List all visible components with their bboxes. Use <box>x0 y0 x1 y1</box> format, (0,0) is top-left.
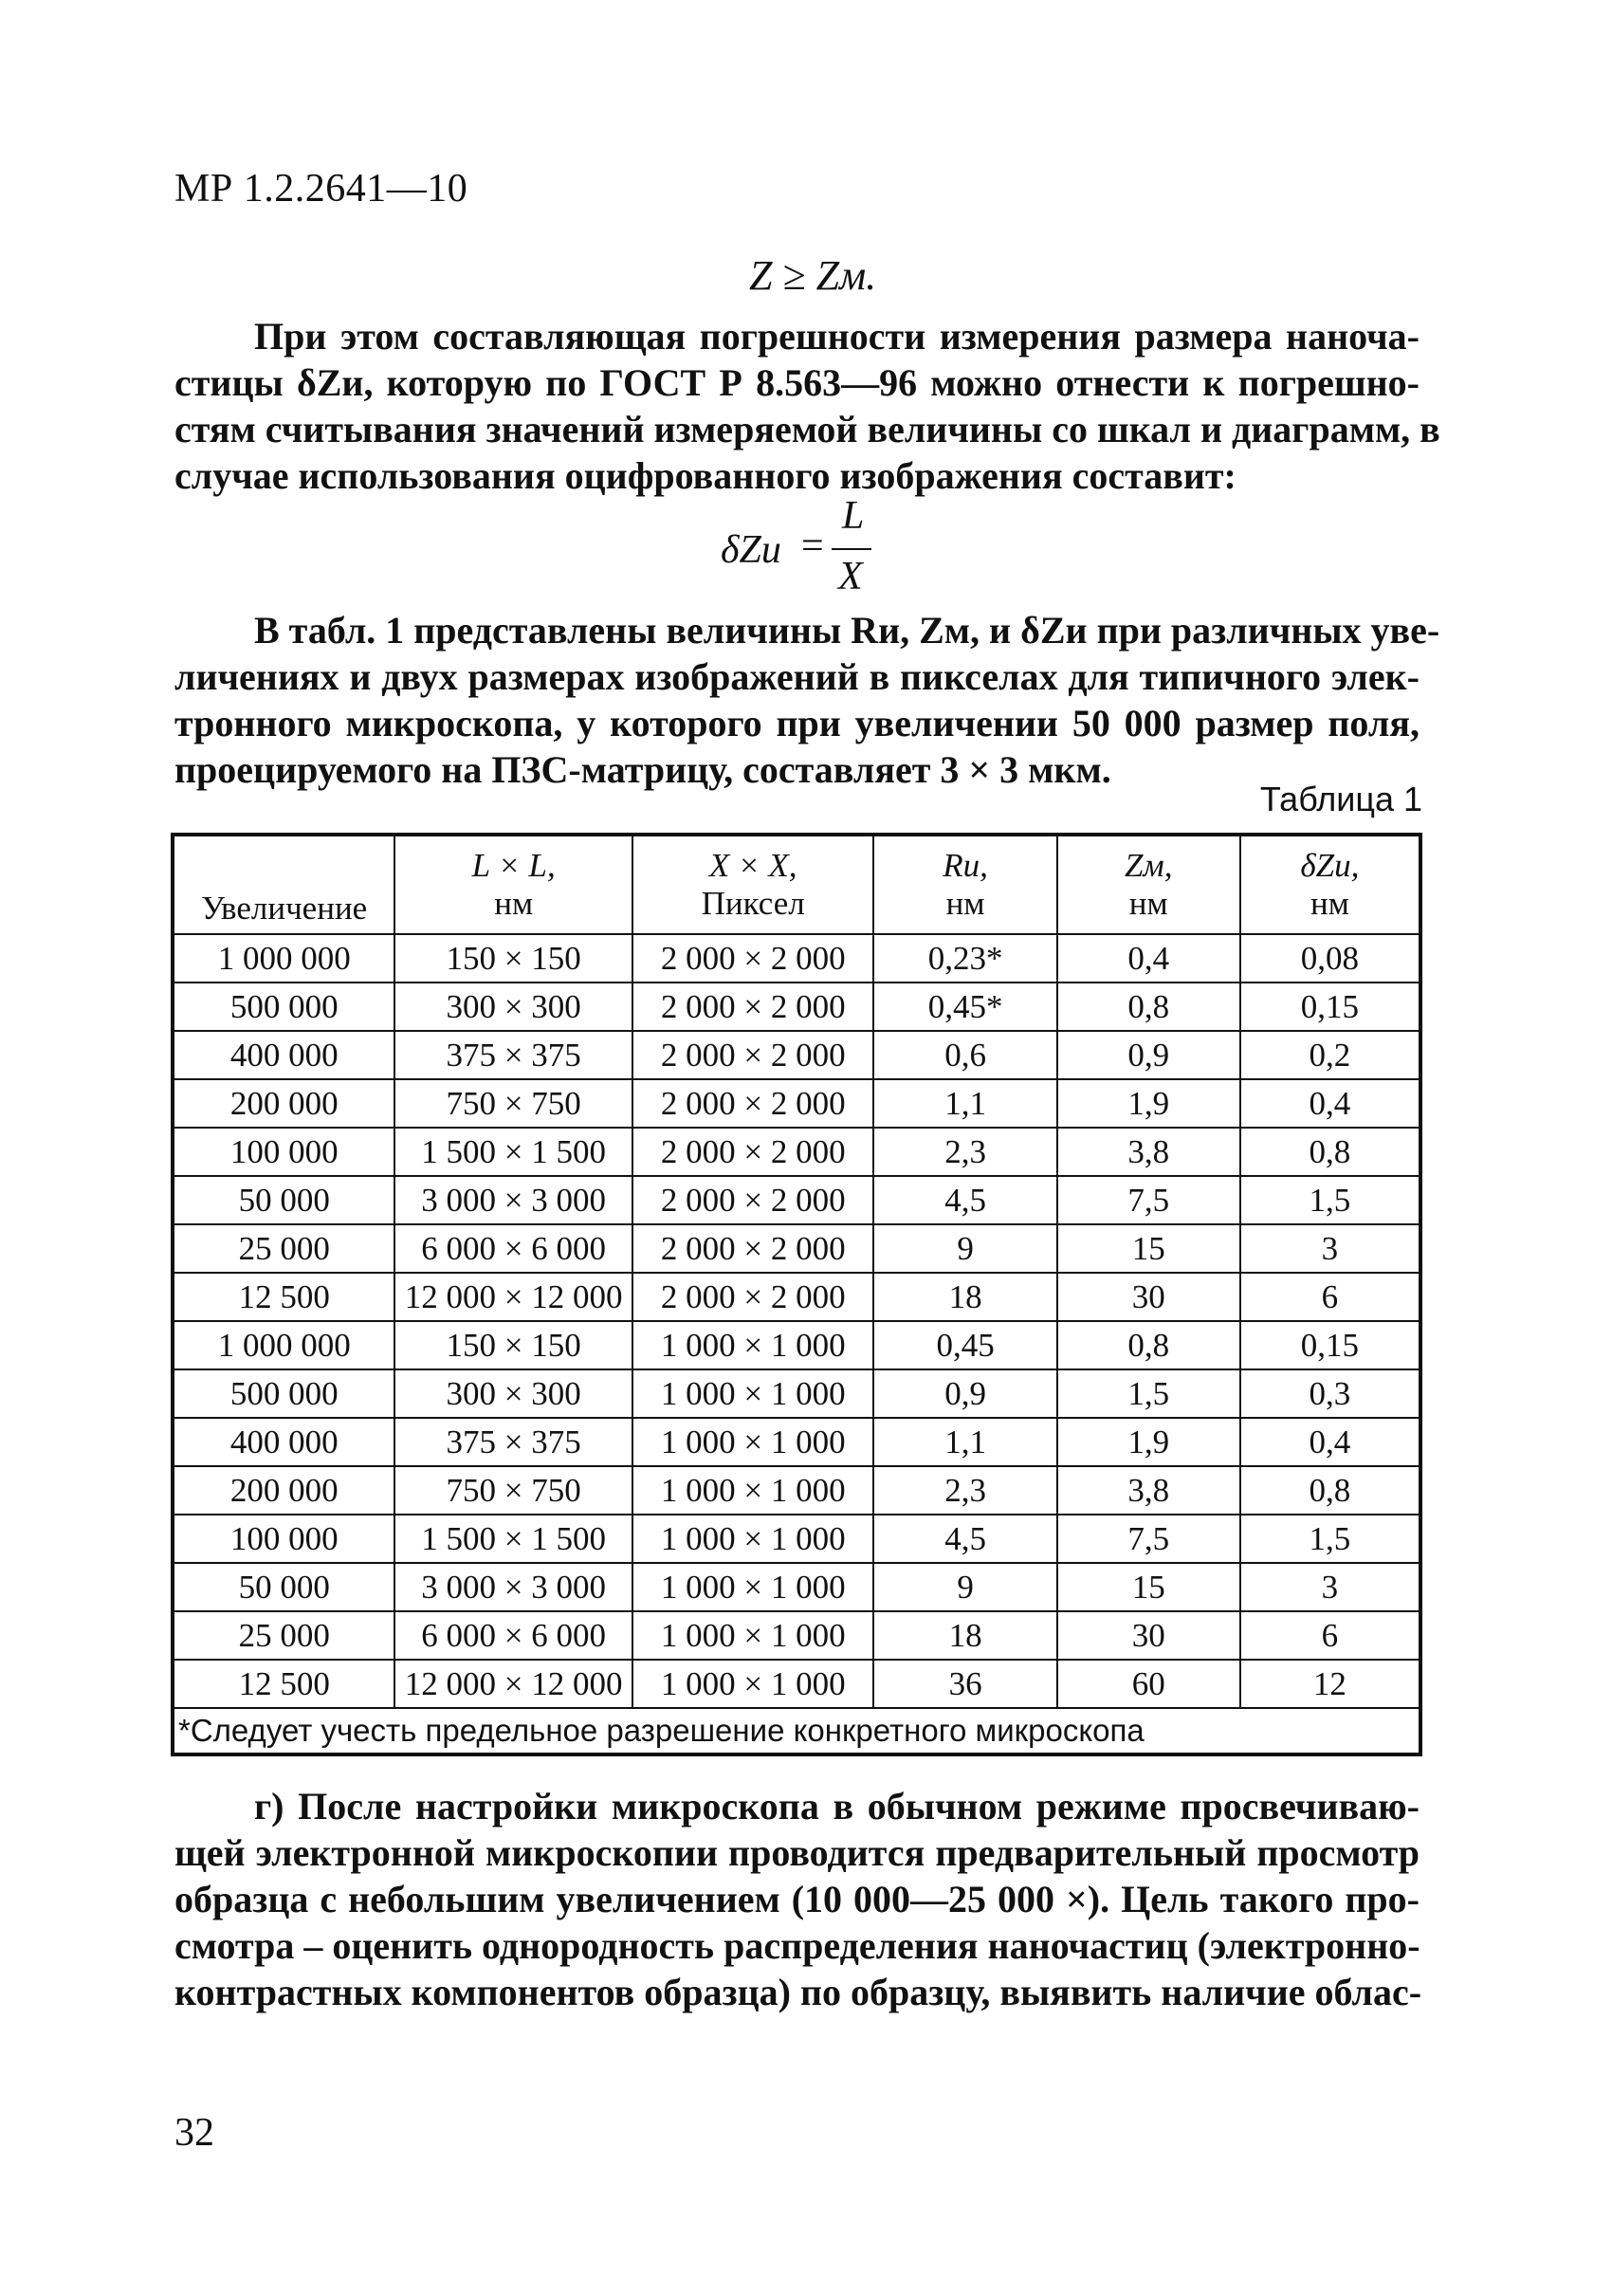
table-cell: 6 000 × 6 000 <box>394 1224 632 1273</box>
table-cell: 25 000 <box>173 1224 394 1273</box>
formula-denominator: X <box>838 555 863 598</box>
table-cell: 0,8 <box>1057 1321 1240 1369</box>
table-row <box>173 1321 1420 1369</box>
header-pixels: X × X, Пиксел <box>632 835 874 934</box>
paragraph-3 <box>174 1783 1420 2015</box>
formula-fraction <box>721 493 891 607</box>
table-cell: 0,6 <box>873 1031 1056 1079</box>
table-cell: 25 000 <box>173 1611 394 1660</box>
table-row <box>173 1224 1420 1273</box>
paragraph-line: г) После настройки микроскопа в обычном режиме просвечиваю- <box>254 1785 1420 1828</box>
table-cell: 1 000 × 1 000 <box>632 1515 874 1563</box>
table-cell: 1 000 000 <box>173 934 394 983</box>
table-cell: 375 × 375 <box>394 1418 632 1466</box>
table-cell: 0,45* <box>873 983 1056 1031</box>
header-field-size: L × L, нм <box>394 835 632 934</box>
table-cell: 9 <box>873 1563 1056 1611</box>
table-cell: 3 <box>1240 1224 1420 1273</box>
table-cell: 1,1 <box>873 1079 1056 1128</box>
table-cell: 750 × 750 <box>394 1079 632 1128</box>
table-cell: 6 000 × 6 000 <box>394 1611 632 1660</box>
table-cell: 15 <box>1057 1563 1240 1611</box>
table-cell: 750 × 750 <box>394 1466 632 1515</box>
table-cell: 1,5 <box>1240 1176 1420 1224</box>
table-cell: 4,5 <box>873 1176 1056 1224</box>
table-row <box>173 1660 1420 1708</box>
paragraph-line: случае использования оцифрованного изображения составит: <box>174 454 1236 497</box>
table-cell: 0,4 <box>1057 934 1240 983</box>
table-row <box>173 1563 1420 1611</box>
fraction-bar <box>832 548 871 550</box>
table-cell: 1,5 <box>1057 1369 1240 1418</box>
paragraph-line: контрастных компонентов образца) по образцу, выявить наличие облас- <box>174 1971 1422 2013</box>
document-id: МР 1.2.2641—10 <box>174 167 468 211</box>
table-cell: 2,3 <box>873 1466 1056 1515</box>
table-cell: 36 <box>873 1660 1056 1708</box>
table-cell: 60 <box>1057 1660 1240 1708</box>
paragraph-line: В табл. 1 представлены величины Rи, Zм, и δZи при различных уве- <box>254 609 1440 652</box>
table-cell: 0,3 <box>1240 1369 1420 1418</box>
table-footnote-row <box>173 1708 1420 1754</box>
table-cell: 0,8 <box>1057 983 1240 1031</box>
table-cell: 2 000 × 2 000 <box>632 1176 874 1224</box>
table-row <box>173 1128 1420 1176</box>
table-cell: 400 000 <box>173 1418 394 1466</box>
table-cell: 1 500 × 1 500 <box>394 1515 632 1563</box>
table-cell: 1,9 <box>1057 1079 1240 1128</box>
table-cell: 200 000 <box>173 1466 394 1515</box>
paragraph-1 <box>174 313 1440 499</box>
table-cell: 100 000 <box>173 1515 394 1563</box>
table-caption: Таблица 1 <box>1259 780 1422 818</box>
table-cell: 7,5 <box>1057 1176 1240 1224</box>
table-cell: 6 <box>1240 1611 1420 1660</box>
table-footnote: *Следует учесть предельное разрешение конкретного микроскопа <box>173 1708 1420 1754</box>
paragraph-line: личениях и двух размерах изображений в пикселах для типичного элек- <box>174 655 1420 698</box>
table-cell: 1 000 × 1 000 <box>632 1466 874 1515</box>
table-cell: 1,5 <box>1240 1515 1420 1563</box>
formula-lhs: δZи <box>721 528 781 572</box>
table-cell: 3,8 <box>1057 1466 1240 1515</box>
paragraph-line: смотра – оценить однородность распределения наночастиц (электронно- <box>174 1924 1420 1967</box>
table-cell: 3,8 <box>1057 1128 1240 1176</box>
table-row <box>173 1031 1420 1079</box>
table-cell: 1,1 <box>873 1418 1056 1466</box>
table-cell: 3 <box>1240 1563 1420 1611</box>
table-cell: 300 × 300 <box>394 983 632 1031</box>
table-cell: 0,8 <box>1240 1128 1420 1176</box>
paragraph-line: тронного микроскопа, у которого при увеличении 50 000 размер поля, <box>174 702 1420 744</box>
paragraph-line: При этом составляющая погрешности измерения размера наноча- <box>254 315 1420 358</box>
table-cell: 1 500 × 1 500 <box>394 1128 632 1176</box>
table-cell: 3 000 × 3 000 <box>394 1563 632 1611</box>
table-cell: 12 000 × 12 000 <box>394 1660 632 1708</box>
formula-numerator: L <box>842 494 865 538</box>
table-cell: 1 000 × 1 000 <box>632 1611 874 1660</box>
table-cell: 500 000 <box>173 983 394 1031</box>
table-cell: 200 000 <box>173 1079 394 1128</box>
table-cell: 1 000 × 1 000 <box>632 1418 874 1466</box>
table-cell: 12 500 <box>173 1660 394 1708</box>
header-delta-z: δZи, нм <box>1240 835 1420 934</box>
table-cell: 150 × 150 <box>394 1321 632 1369</box>
table-cell: 400 000 <box>173 1031 394 1079</box>
table-cell: 0,4 <box>1240 1079 1420 1128</box>
paragraph-line: проецируемого на ПЗС-матрицу, составляет 3 × 3 мкм. <box>174 748 1111 791</box>
table-cell: 12 500 <box>173 1273 394 1321</box>
table-cell: 9 <box>873 1224 1056 1273</box>
table-row <box>173 1466 1420 1515</box>
table-row <box>173 1079 1420 1128</box>
table-cell: 0,4 <box>1240 1418 1420 1466</box>
table-cell: 2 000 × 2 000 <box>632 934 874 983</box>
table-cell: 0,9 <box>1057 1031 1240 1079</box>
table-cell: 1,9 <box>1057 1418 1240 1466</box>
paragraph-line: щей электронной микроскопии проводится предварительный просмотр <box>174 1831 1420 1874</box>
table-row <box>173 1515 1420 1563</box>
paragraph-2 <box>174 607 1440 793</box>
table-cell: 2 000 × 2 000 <box>632 1128 874 1176</box>
table-cell: 15 <box>1057 1224 1240 1273</box>
formula-inequality: Z ≥ Zм. <box>749 252 877 299</box>
table-cell: 0,2 <box>1240 1031 1420 1079</box>
paragraph-line: стицы δZи, которую по ГОСТ Р 8.563—96 можно отнести к погрешно- <box>174 361 1420 404</box>
table-cell: 1 000 000 <box>173 1321 394 1369</box>
table-cell: 2 000 × 2 000 <box>632 983 874 1031</box>
table-cell: 375 × 375 <box>394 1031 632 1079</box>
table-cell: 30 <box>1057 1273 1240 1321</box>
table-cell: 1 000 × 1 000 <box>632 1563 874 1611</box>
table-cell: 0,15 <box>1240 1321 1420 1369</box>
header-z: Zм, нм <box>1057 835 1240 934</box>
header-magnification: Увеличение <box>173 835 394 934</box>
table-row <box>173 983 1420 1031</box>
table-cell: 0,08 <box>1240 934 1420 983</box>
table-cell: 1 000 × 1 000 <box>632 1369 874 1418</box>
formula-equals: = <box>801 524 824 568</box>
table-cell: 18 <box>873 1611 1056 1660</box>
table-cell: 500 000 <box>173 1369 394 1418</box>
page-number: 32 <box>174 2111 214 2155</box>
paragraph-line: стям считывания значений измеряемой величины со шкал и диаграмм, в <box>174 408 1440 450</box>
table-cell: 2 000 × 2 000 <box>632 1224 874 1273</box>
table-cell: 1 000 × 1 000 <box>632 1660 874 1708</box>
table-cell: 18 <box>873 1273 1056 1321</box>
table-row <box>173 1369 1420 1418</box>
table-cell: 150 × 150 <box>394 934 632 983</box>
table-cell: 0,45 <box>873 1321 1056 1369</box>
table-cell: 3 000 × 3 000 <box>394 1176 632 1224</box>
table-cell: 2,3 <box>873 1128 1056 1176</box>
table-cell: 2 000 × 2 000 <box>632 1079 874 1128</box>
table-cell: 6 <box>1240 1273 1420 1321</box>
table-row <box>173 934 1420 983</box>
table-cell: 1 000 × 1 000 <box>632 1321 874 1369</box>
table-cell: 7,5 <box>1057 1515 1240 1563</box>
paragraph-line: образца с небольшим увеличением (10 000—25 000 ×). Цель такого про- <box>174 1878 1420 1920</box>
table-cell: 4,5 <box>873 1515 1056 1563</box>
table-cell: 0,8 <box>1240 1466 1420 1515</box>
table-cell: 12 000 × 12 000 <box>394 1273 632 1321</box>
table-cell: 0,15 <box>1240 983 1420 1031</box>
table-cell: 0,9 <box>873 1369 1056 1418</box>
header-r: Rи, нм <box>873 835 1056 934</box>
table-cell: 30 <box>1057 1611 1240 1660</box>
table-row <box>173 1273 1420 1321</box>
data-table <box>171 833 1422 1756</box>
table-cell: 2 000 × 2 000 <box>632 1031 874 1079</box>
table-cell: 0,23* <box>873 934 1056 983</box>
table-cell: 12 <box>1240 1660 1420 1708</box>
table-cell: 50 000 <box>173 1563 394 1611</box>
table-cell: 300 × 300 <box>394 1369 632 1418</box>
table-row <box>173 1176 1420 1224</box>
table-row <box>173 1611 1420 1660</box>
table-header-row <box>173 835 1420 934</box>
table-cell: 100 000 <box>173 1128 394 1176</box>
table-cell: 2 000 × 2 000 <box>632 1273 874 1321</box>
table-cell: 50 000 <box>173 1176 394 1224</box>
table-row <box>173 1418 1420 1466</box>
